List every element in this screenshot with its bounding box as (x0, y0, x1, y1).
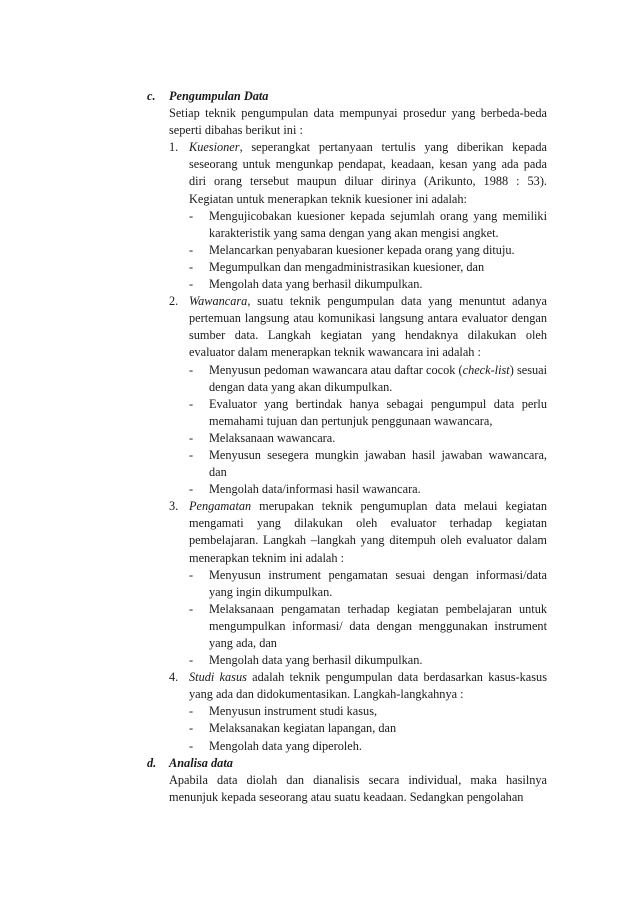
step-item (189, 481, 547, 498)
step-text: Evaluator yang bertindak hanya sebagai pengumpul data perlu memahami tujuan dan pertunjuk penggunaan wawancara, (209, 396, 547, 428)
item-term: Kuesioner (189, 140, 240, 155)
step-text: Mengujicobakan kuesioner kepada sejumlah orang yang memiliki karakteristik yang sama dengan yang akan mengisi angket. (209, 208, 547, 240)
section-c-intro: Setiap teknik pengumpulan data mempunyai prosedur yang berbeda-beda seperti dibahas berikut ini : (169, 106, 547, 138)
step-text: Melaksanaan pengamatan terhadap kegiatan pembelajaran untuk mengumpulkan informasi/ data dengan menggunakan instrument yang ada, dan (209, 601, 547, 650)
list-item-studi-kasus (169, 669, 547, 754)
section-d-letter: d. (147, 755, 157, 770)
step-item (189, 259, 547, 276)
list-item-pengamatan (169, 498, 547, 669)
item-term: Wawancara (189, 294, 248, 309)
step-text (209, 362, 547, 396)
item-paragraph (189, 139, 547, 207)
step-text: Mengolah data yang berhasil dikumpulkan. (209, 277, 423, 292)
dash-bullet: - (189, 567, 194, 582)
list-item-wawancara (169, 293, 547, 498)
step-text-start: Menyusun pedoman wawancara atau daftar cocok ( (209, 362, 463, 377)
step-item (189, 208, 547, 242)
dash-bullet: - (189, 653, 194, 668)
section-d-text: Apabila data diolah dan dianalisis secara individual, maka hasilnya menunjuk kepada seseorang atau suatu keadaan. Sedangkan pengolahan (169, 772, 547, 804)
item-text: , seperangkat pertanyaan tertulis yang diberikan kepada seseorang untuk mengunkap pendapat, keadaan, kesan yang ada pada diri orang tersebut maupun diluar dirinya (Arikunto, 1988 : 53). Kegiatan untuk menerapkan teknik kuesioner ini adalah: (189, 140, 547, 206)
step-text: Mengolah data/informasi hasil wawancara. (209, 482, 421, 497)
dash-bullet: - (189, 208, 194, 223)
step-text-italic: check-list (462, 362, 510, 377)
dash-bullet: - (189, 721, 194, 736)
item-term: Pengamatan (189, 499, 252, 514)
step-item (189, 447, 547, 481)
dash-bullet: - (189, 259, 194, 274)
dash-bullet: - (189, 482, 194, 497)
dash-bullet: - (189, 242, 194, 257)
step-text: Menyusun instrument studi kasus, (209, 704, 378, 719)
dash-bullet: - (189, 277, 194, 292)
dash-bullet: - (189, 704, 194, 719)
dash-bullet: - (189, 447, 194, 462)
step-item (189, 703, 547, 720)
step-item (189, 242, 547, 259)
step-item (189, 652, 547, 669)
dash-bullet: - (189, 738, 194, 753)
item-number: 4. (169, 670, 179, 685)
step-item (189, 362, 547, 396)
step-item (189, 738, 547, 755)
list-item-kuesioner (169, 139, 547, 293)
step-text-end: ) sesuai dengan data yang akan dikumpulkan. (209, 362, 547, 394)
dash-bullet: - (189, 430, 194, 445)
step-item (189, 567, 547, 601)
item-paragraph (189, 669, 547, 703)
dash-bullet: - (189, 362, 194, 377)
section-d (147, 755, 547, 806)
item-number: 1. (169, 140, 179, 155)
step-item (189, 720, 547, 737)
step-text: Menyusun sesegera mungkin jawaban hasil jawaban wawancara, dan (209, 447, 547, 480)
section-c (147, 88, 547, 755)
step-text: Melancarkan penyabaran kuesioner kepada orang yang dituju. (209, 242, 515, 257)
section-c-letter: c. (147, 89, 156, 103)
item-paragraph (189, 293, 547, 361)
item-text: , suatu teknik pengumpulan data yang menuntut adanya pertemuan langsung atau komunikasi langsung antara evaluator dengan sumber data. Langkah kegiatan yang hendaknya dilakukan oleh evaluator dalam menerapkan teknik wawancara ini adalah : (189, 294, 547, 360)
section-c-title: Pengumpulan Data (169, 89, 269, 103)
step-text: Megumpulkan dan mengadministrasikan kuesioner, dan (209, 259, 485, 274)
item-text: merupakan teknik pengumuplan data melaui kegiatan mengamati yang dilakukan oleh evaluator terhadap kegiatan pembelajaran. Langkah –langkah yang ditempuh oleh evaluator dalam menerapkan teknim ini adalah : (189, 499, 547, 565)
item-number: 2. (169, 294, 179, 309)
step-text: Melaksanakan kegiatan lapangan, dan (209, 721, 397, 736)
step-item (189, 430, 547, 447)
step-text: Melaksanaan wawancara. (209, 430, 336, 445)
dash-bullet: - (189, 601, 194, 616)
step-text: Mengolah data yang berhasil dikumpulkan. (209, 653, 423, 668)
dash-bullet: - (189, 396, 194, 411)
item-term: Studi kasus (189, 670, 247, 685)
step-item (189, 396, 547, 430)
item-number: 3. (169, 499, 179, 514)
step-text: Mengolah data yang diperoleh. (209, 738, 362, 753)
page-content (147, 88, 547, 806)
step-text: Menyusun instrument pengamatan sesuai dengan informasi/data yang ingin dikumpulkan. (209, 567, 547, 599)
section-d-title: Analisa data (169, 755, 233, 770)
item-paragraph (189, 498, 547, 566)
item-text: adalah teknik pengumpulan data berdasarkan kasus-kasus yang ada dan didokumentasikan. Langkah-langkahnya : (189, 670, 547, 702)
step-item (189, 276, 547, 293)
step-item (189, 601, 547, 652)
